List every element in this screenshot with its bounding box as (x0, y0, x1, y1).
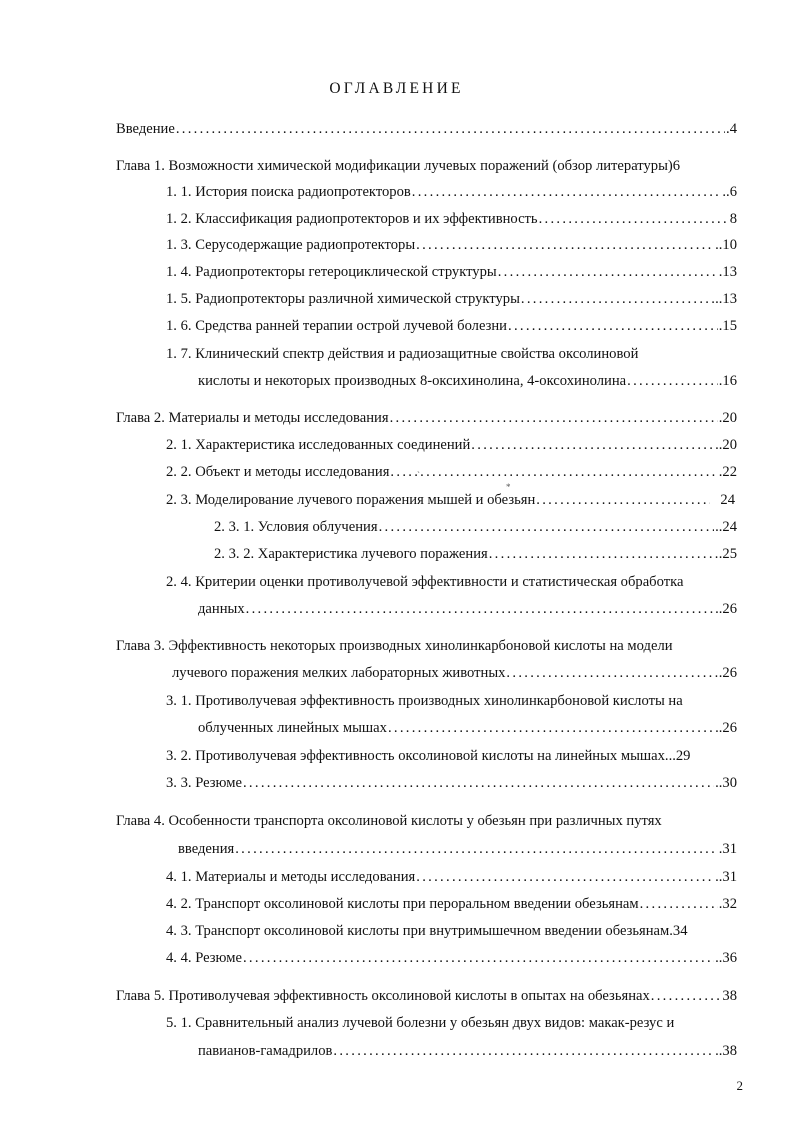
toc-entry-text: 4. 2. Транспорт оксолиновой кислоты при пероральном введении обезьянам (166, 896, 639, 912)
dot-leader (651, 985, 722, 1007)
toc-entry-1-7-line1[interactable]: 1. 7. Клинический спектр действия и радиозащитные свойства оксолиновой (166, 346, 639, 362)
dot-leader (471, 434, 717, 456)
toc-entry-1-5[interactable] (166, 288, 737, 310)
dot-leader (390, 407, 718, 429)
toc-entry-text: павианов-гамадрилов (198, 1043, 333, 1059)
dot-leader (379, 516, 715, 538)
toc-entry-1-7-line2[interactable] (198, 370, 737, 392)
toc-entry-text: кислоты и некоторых производных 8-оксихинолина, 4-оксохинолина (198, 373, 627, 389)
toc-entry-4-3[interactable]: 4. 3. Транспорт оксолиновой кислоты при внутримышечном введении обезьянам.34 (166, 923, 688, 939)
toc-entry-text: лучевого поражения мелких лабораторных животных (172, 665, 506, 681)
toc-entry-chapter-2[interactable] (116, 407, 737, 429)
toc-entry-text: 1. 4. Радиопротекторы гетероциклической структуры (166, 264, 497, 280)
toc-entry-2-3[interactable] (166, 489, 735, 511)
toc-entry-page: 8 (729, 211, 737, 227)
toc-entry-5-1-line1[interactable]: 5. 1. Сравнительный анализ лучевой болезни у обезьян двух видов: макак-резус и (166, 1015, 675, 1031)
toc-entry-text: 2. 3. 1. Условия облучения (214, 519, 378, 535)
toc-entry-page: .16 (718, 373, 737, 389)
dot-leader (498, 261, 718, 283)
toc-entry-page: ..13 (715, 291, 737, 307)
toc-entry-page: .13 (718, 264, 737, 280)
toc-entry-3-2[interactable]: 3. 2. Противолучевая эффективность оксолиновой кислоты на линейных мышах...29 (166, 748, 691, 764)
toc-entry-page: .22 (718, 464, 737, 480)
toc-entry-text: 2. 1. Характеристика исследованных соединений (166, 437, 471, 453)
page-title: ОГЛАВЛЕНИЕ (329, 80, 464, 97)
toc-entry-text: Введение (116, 121, 175, 137)
dot-leader (536, 489, 710, 511)
toc-entry-4-1[interactable] (166, 866, 737, 888)
dot-leader (627, 370, 718, 392)
toc-entry-2-4-line1[interactable]: 2. 4. Критерии оценки противолучевой эффективности и статистическая обработка (166, 574, 684, 590)
toc-entry-2-3-2[interactable] (214, 543, 737, 565)
toc-entry-page: .26 (718, 665, 737, 681)
dot-leader (416, 234, 714, 256)
toc-entry-4-4[interactable] (166, 947, 737, 969)
toc-entry-2-2[interactable] (166, 461, 737, 483)
toc-entry-page: 24 (720, 492, 735, 508)
toc-entry-page: ..24 (715, 519, 737, 535)
toc-entry-text: 1. 5. Радиопротекторы различной химической структуры (166, 291, 520, 307)
toc-entry-text: 1. 1. История поиска радиопротекторов (166, 184, 411, 200)
toc-entry-page: ..36 (715, 950, 737, 966)
toc-entry-page: .15 (718, 318, 737, 334)
toc-entry-text: Глава 5. Противолучевая эффективность оксолиновой кислоты в опытах на обезьянах (116, 988, 650, 1004)
toc-entry-chapter-4-line1[interactable]: Глава 4. Особенности транспорта оксолиновой кислоты у обезьян при различных путях (116, 813, 662, 829)
toc-entry-1-3[interactable] (166, 234, 737, 256)
dot-leader (176, 118, 725, 140)
toc-entry-page: .20 (718, 410, 737, 426)
toc-entry-text: 1. 6. Средства ранней терапии острой лучевой болезни (166, 318, 507, 334)
toc-entry-text: 4. 1. Материалы и методы исследования (166, 869, 416, 885)
scan-speck: * (506, 482, 511, 492)
toc-entry-text: 2. 2. Объект и методы исследования (166, 464, 390, 480)
dot-leader (235, 838, 718, 860)
dot-leader (539, 208, 729, 230)
toc-entry-2-1[interactable] (166, 434, 737, 456)
toc-entry-intro[interactable] (116, 118, 737, 140)
toc-entry-page: .4 (726, 121, 737, 137)
toc-entry-page: ..38 (715, 1043, 737, 1059)
toc-entry-text: 4. 4. Резюме (166, 950, 242, 966)
toc-entry-page: ..31 (715, 869, 737, 885)
toc-entry-text: 3. 3. Резюме (166, 775, 242, 791)
toc-entry-chapter-3-line1[interactable]: Глава 3. Эффективность некоторых производных хинолинкарбоновой кислоты на модели (116, 638, 673, 654)
dot-leader (506, 662, 717, 684)
toc-entry-chapter-4-line2[interactable] (178, 838, 737, 860)
toc-entry-page: ..26 (715, 601, 737, 617)
dot-leader (243, 947, 714, 969)
toc-entry-page: ..10 (715, 237, 737, 253)
toc-entry-3-3[interactable] (166, 772, 737, 794)
dot-leader (390, 461, 717, 483)
dot-leader (508, 315, 718, 337)
toc-entry-text: 1. 3. Серусодержащие радиопротекторы (166, 237, 416, 253)
dot-leader (412, 181, 722, 203)
toc-entry-3-1-line2[interactable] (198, 717, 737, 739)
dot-leader (416, 866, 714, 888)
toc-entry-text: Глава 2. Материалы и методы исследования (116, 410, 389, 426)
toc-entry-2-3-1[interactable] (214, 516, 737, 538)
toc-entry-1-2[interactable] (166, 208, 737, 230)
toc-entry-chapter-5[interactable] (116, 985, 737, 1007)
page-number: 2 (736, 1078, 743, 1093)
toc-entry-1-4[interactable] (166, 261, 737, 283)
dot-leader (489, 543, 718, 565)
dot-leader (243, 772, 714, 794)
toc-entry-page: .26 (718, 720, 737, 736)
toc-entry-5-1-line2[interactable] (198, 1040, 737, 1062)
dot-leader (246, 598, 714, 620)
toc-entry-page: 38 (722, 988, 737, 1004)
toc-entry-text: 2. 3. 2. Характеристика лучевого поражения (214, 546, 488, 562)
toc-entry-text: данных (198, 601, 245, 617)
toc-entry-page: .31 (718, 841, 737, 857)
dot-leader (333, 1040, 714, 1062)
toc-entry-text: введения (178, 841, 235, 857)
toc-entry-page: .32 (718, 896, 737, 912)
toc-entry-chapter-1[interactable]: Глава 1. Возможности химической модификации лучевых поражений (обзор литературы)6 (116, 158, 681, 174)
toc-entry-text: 2. 3. Моделирование лучевого поражения мышей и обезьян (166, 492, 536, 508)
toc-entry-page: .20 (718, 437, 737, 453)
dot-leader (640, 893, 718, 915)
toc-entry-text: 1. 2. Классификация радиопротекторов и их эффективность (166, 211, 538, 227)
toc-entry-1-6[interactable] (166, 315, 737, 337)
scan-speck: ` (417, 470, 420, 480)
toc-entry-4-2[interactable] (166, 893, 737, 915)
toc-entry-1-1[interactable] (166, 181, 737, 203)
toc-entry-page: ..30 (715, 775, 737, 791)
toc-entry-chapter-3-line2[interactable] (172, 662, 737, 684)
toc-entry-page: .25 (718, 546, 737, 562)
toc-entry-text: облученных линейных мышах (198, 720, 387, 736)
dot-leader (388, 717, 718, 739)
dot-leader (521, 288, 714, 310)
toc-entry-2-4-line2[interactable] (198, 598, 737, 620)
toc-entry-3-1-line1[interactable]: 3. 1. Противолучевая эффективность производных хинолинкарбоновой кислоты на (166, 693, 683, 709)
toc-entry-page: ..6 (722, 184, 737, 200)
